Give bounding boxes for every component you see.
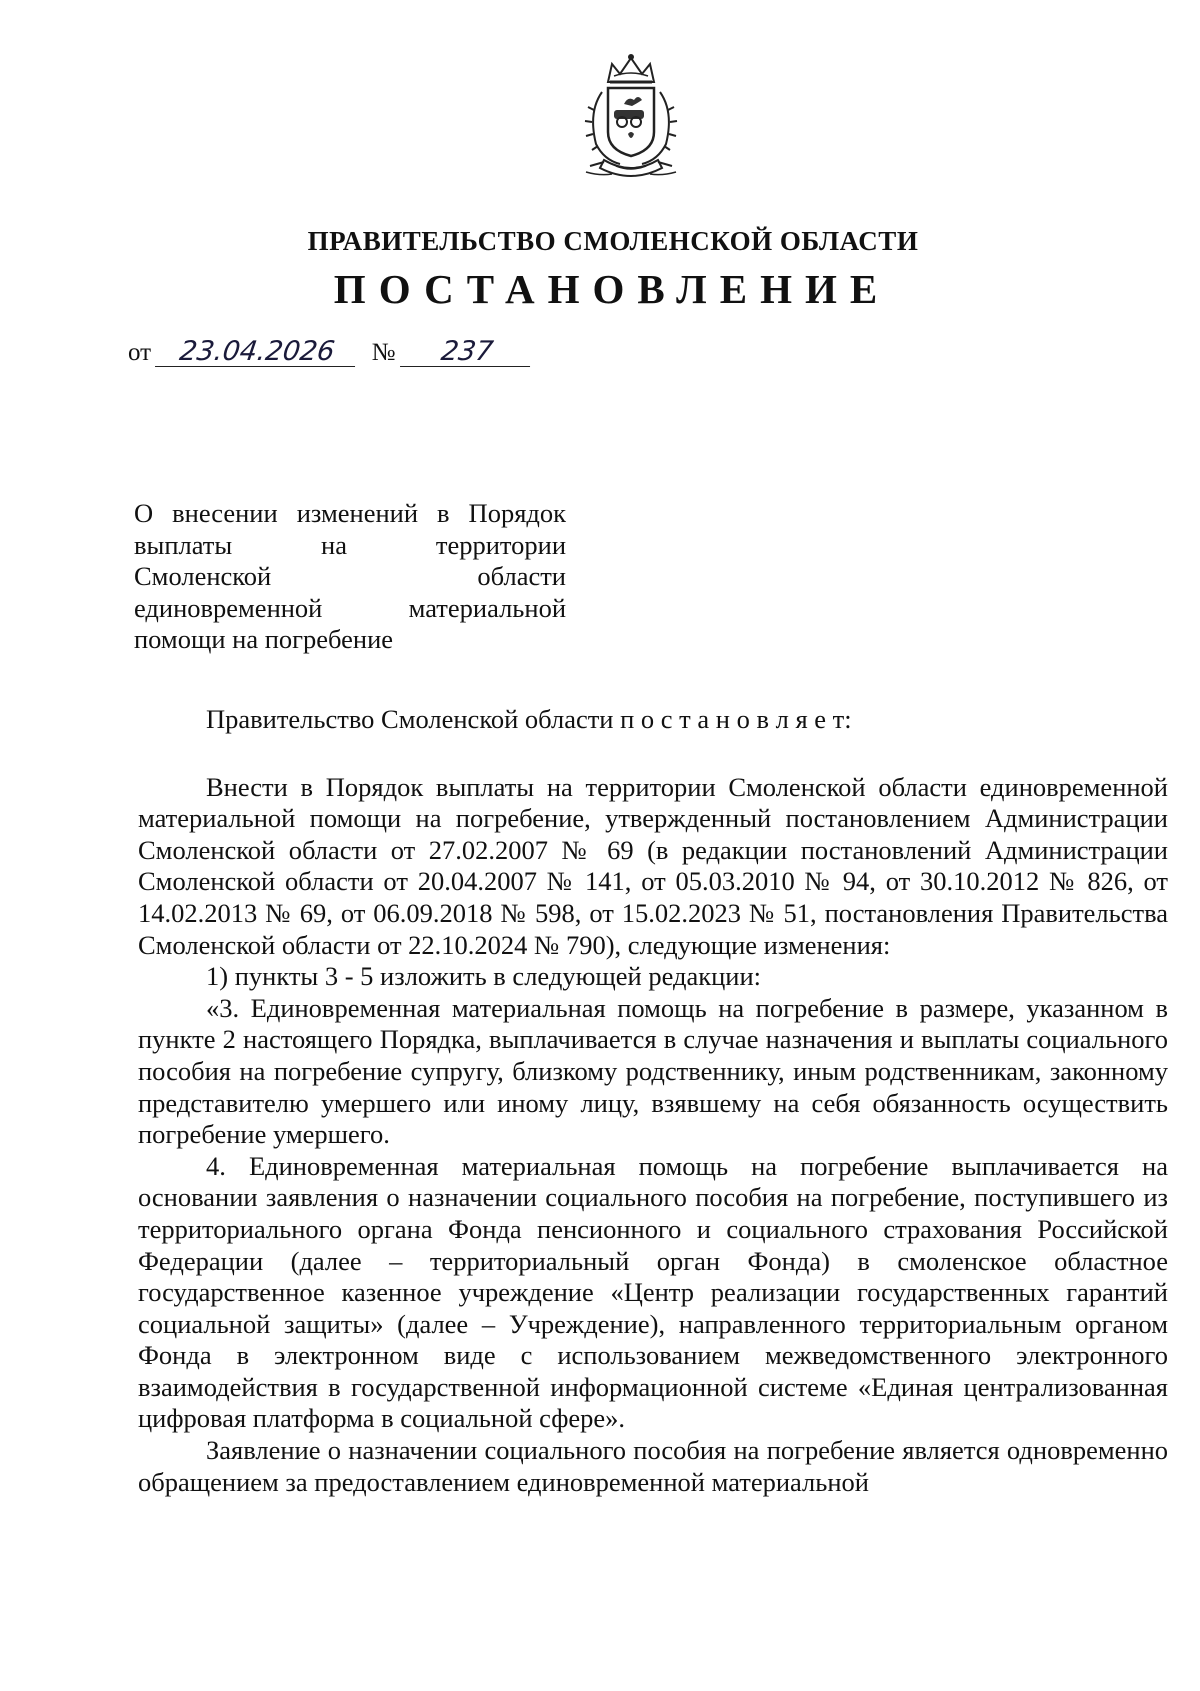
subject-line: единовременной материальной <box>134 592 566 623</box>
document-subject <box>134 498 566 656</box>
body-paragraph: 4. Единовременная материальная помощь на погребение выплачивается на основании заявления о назначении социального пособия на погребение, поступившего из территориального органа Фонда пенсионного и социального страхования Российской Федерации (далее – территориальный орган Фонда) в смоленское областное государственное казенное учреждение «Центр реализации государственных гарантий социальной защиты» (далее – Учреждение), направленного территориальным органом Фонда в электронном виде с использованием межведомственного электронного взаимодействия в государственной информационной системе «Единая централизованная цифровая платформа в социальной сфере». <box>138 1150 1168 1434</box>
body-paragraph: 1) пункты 3 - 5 изложить в следующей редакции: <box>206 961 762 992</box>
handwritten-number: 237 <box>400 338 534 367</box>
date-prefix: от <box>128 339 152 366</box>
subject-line: О внесении изменений в Порядок <box>134 498 566 528</box>
coat-of-arms-icon <box>570 52 692 182</box>
body-paragraph: «3. Единовременная материальная помощь на погребение в размере, указанном в пункте 2 настоящего Порядка, выплачивается в случае назначения и выплаты социального пособия на погребение супругу, близкому родственнику, иным родственникам, законному представителю умершего или иному лицу, взявшему на себя обязанность осуществить погребение умершего. <box>138 992 1168 1150</box>
handwritten-date: 23.04.2026 <box>155 338 359 367</box>
document-body <box>138 704 1168 1498</box>
body-paragraph: Заявление о назначении социального пособия на погребение является одновременно обращением за предоставлением единовременной материальной <box>138 1435 1168 1497</box>
body-paragraph: Внести в Порядок выплаты на территории Смоленской области единовременной материальной помощи на погребение, утвержденный постановлением Администрации Смоленской области от 27.02.2007 № 69 (в редакции постановлений Администрации Смоленской области от 20.04.2007 № 141, от 05.03.2010 № 94, от 30.10.2012 № 826, от 14.02.2013 № 69, от 06.09.2018 № 598, от 15.02.2023 № 51, постановления Правительства Смоленской области от 22.10.2024 № 790), следующие изменения: <box>138 771 1168 960</box>
decree-statement: Правительство Смоленской области п о с т а н о в л я е т: <box>206 704 852 734</box>
subject-line: помощи на погребение <box>134 624 394 654</box>
number-prefix: № <box>371 339 396 366</box>
organization-title: ПРАВИТЕЛЬСТВО СМОЛЕНСКОЙ ОБЛАСТИ <box>307 226 919 256</box>
subject-line: Смоленской области <box>134 561 566 591</box>
document-type-title: ПОСТАНОВЛЕНИЕ <box>333 266 891 312</box>
subject-line: выплаты на территории <box>134 529 566 560</box>
registration-line <box>128 338 532 368</box>
